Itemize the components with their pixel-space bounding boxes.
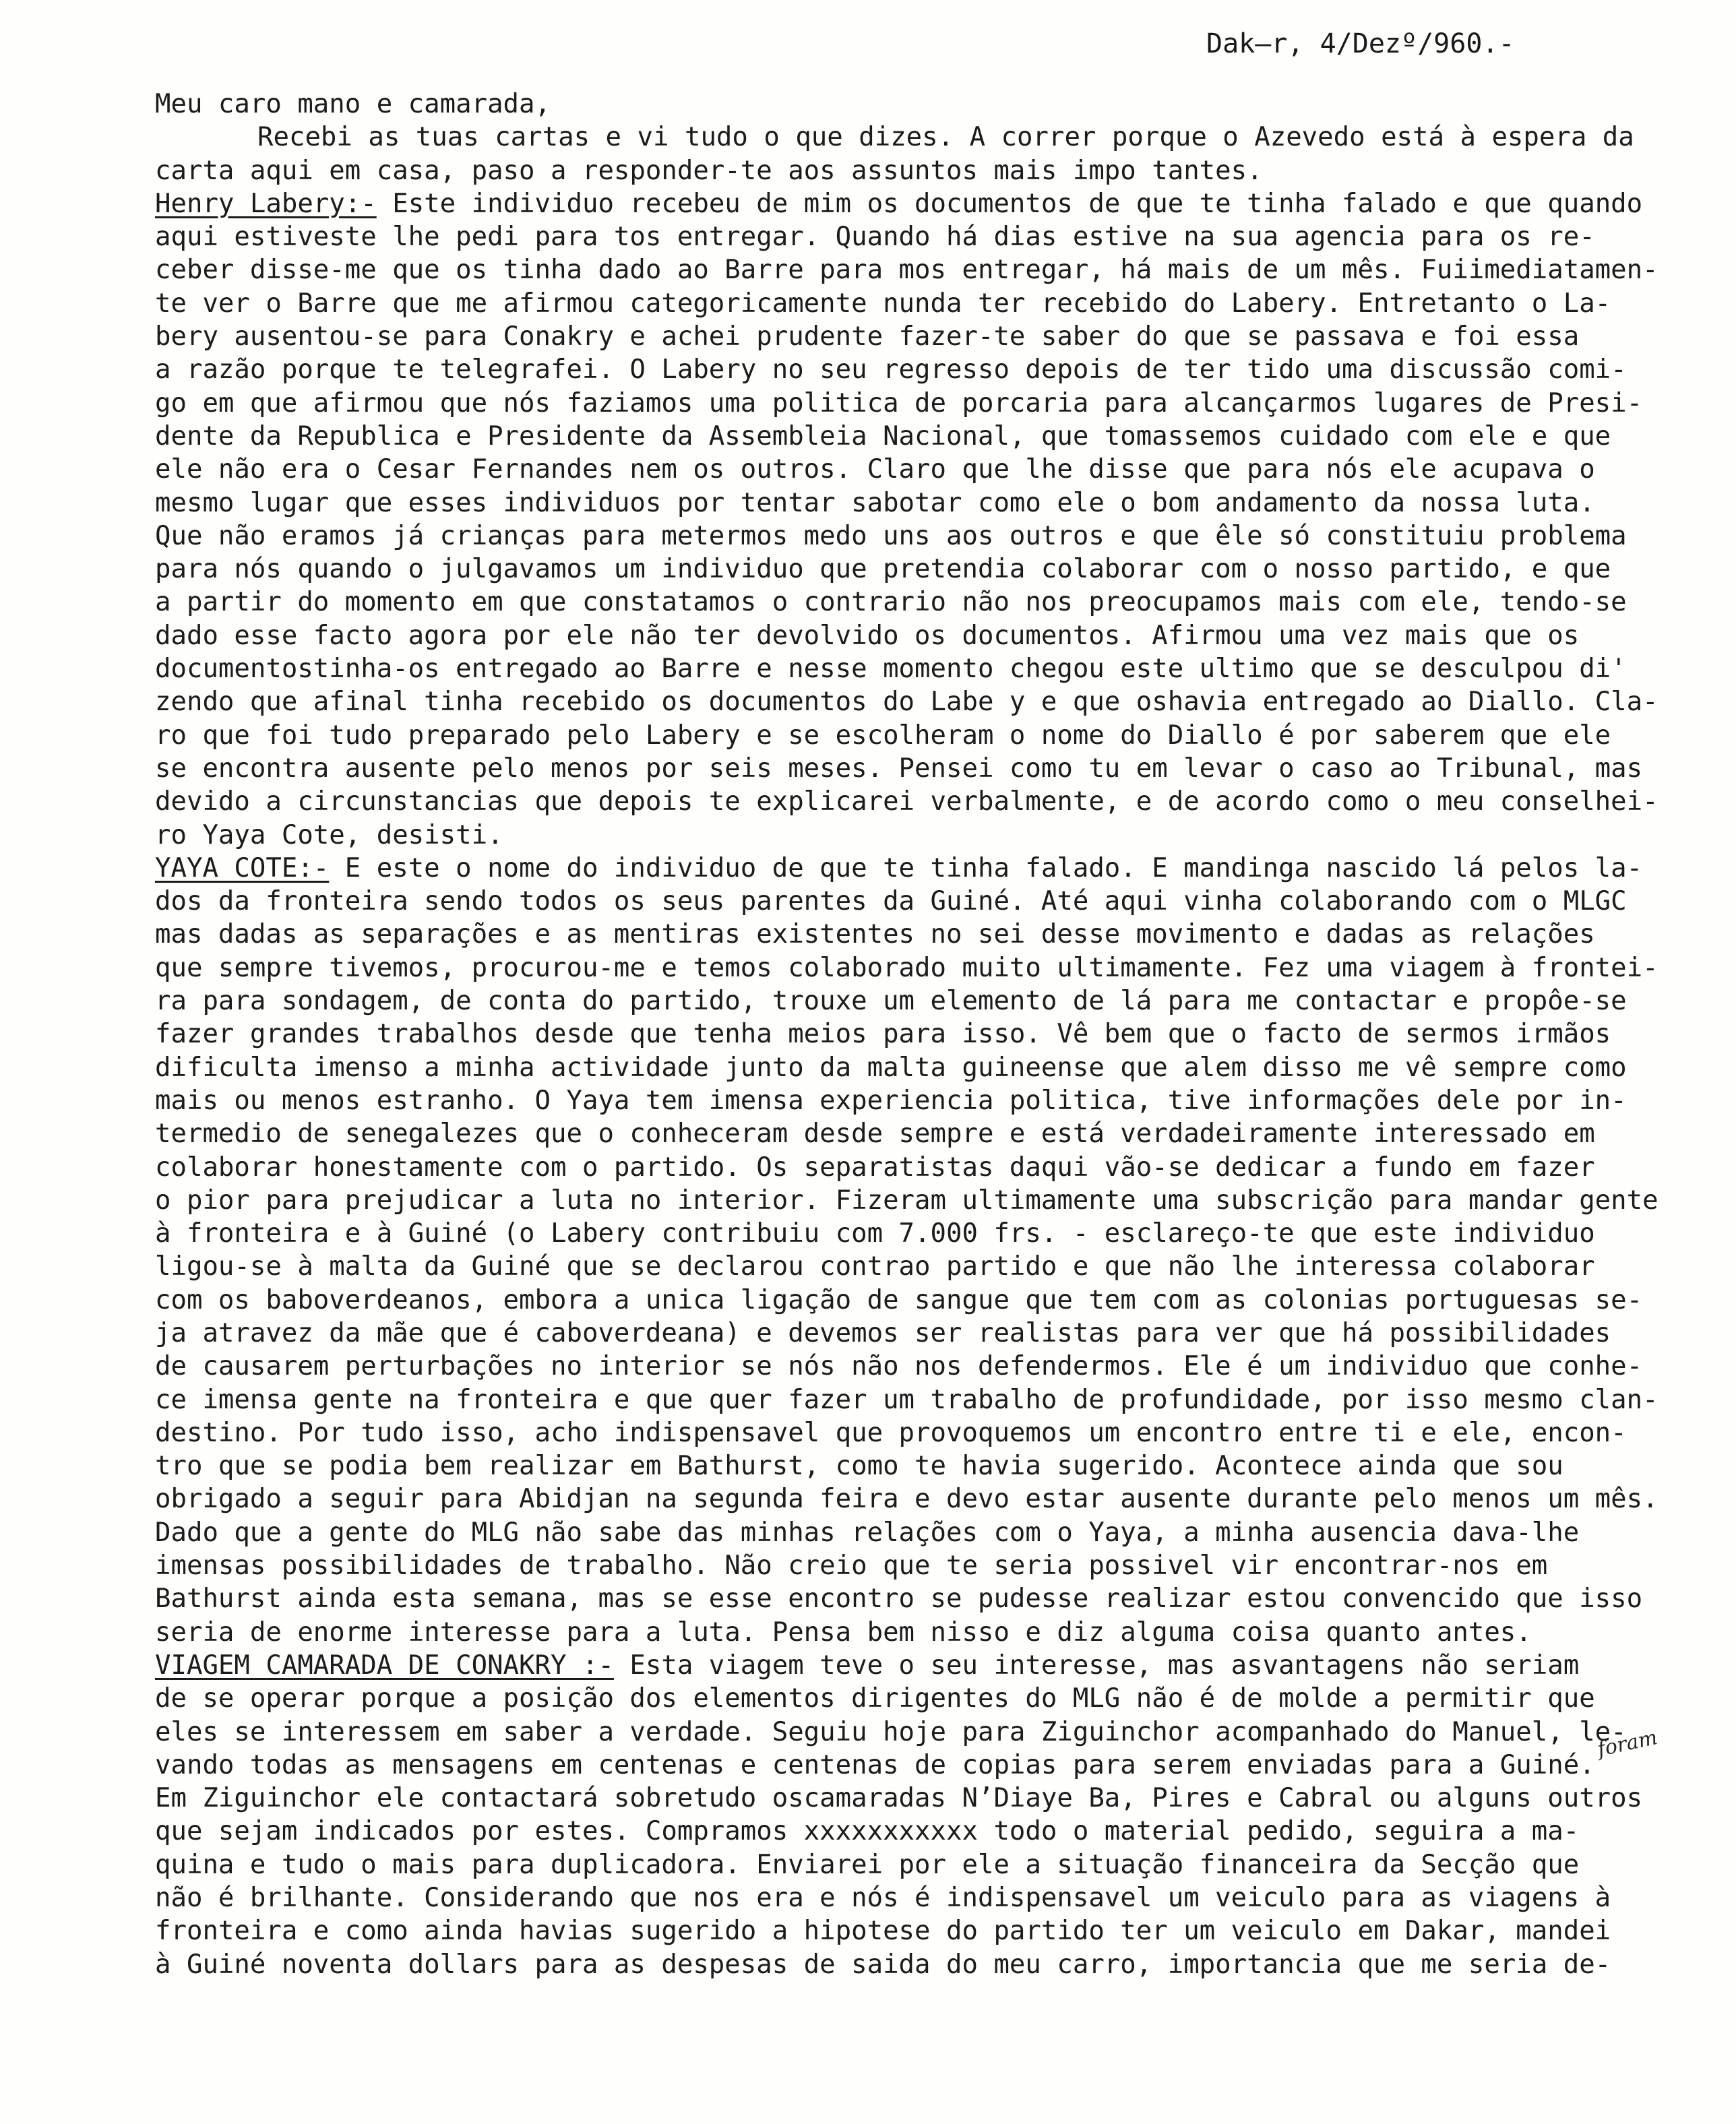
letter-line: dente da Republica e Presidente da Assembleia Nacional, que tomassemos cuidado com ele e que bbox=[155, 420, 1611, 451]
letter-line: quina e tudo o mais para duplicadora. Enviarei por ele a situação financeira da Secção que bbox=[155, 1849, 1580, 1880]
letter-line: ligou-se à malta da Guiné que se declarou contrao partido e que não lhe interessa colaborar bbox=[155, 1251, 1595, 1282]
letter-line: a razão porque te telegrafei. O Labery no seu regresso depois de ter tido uma discussão comi- bbox=[155, 354, 1627, 385]
letter-line: imensas possibilidades de trabalho. Não creio que te seria possivel vir encontrar-nos em bbox=[155, 1551, 1548, 1582]
letter-line: carta aqui em casa, paso a responder-te aos assuntos mais impo tantes. bbox=[155, 155, 1263, 186]
section-heading: Henry Labery:- bbox=[155, 188, 377, 219]
letter-line: se encontra ausente pelo menos por seis meses. Pensei como tu em levar o caso ao Tribunal, mas bbox=[155, 753, 1643, 784]
letter-line: que sempre tivemos, procurou-me e temos colaborado muito ultimamente. Fez uma viagem à frontei- bbox=[155, 952, 1658, 983]
letter-line: go em que afirmou que nós faziamos uma politica de porcaria para alcançarmos lugares de Presi- bbox=[155, 387, 1643, 418]
letter-line: ceber disse-me que os tinha dado ao Barre para mos entregar, há mais de um mês. Fuiimediatamen- bbox=[155, 255, 1658, 286]
letter-line: ja atravez da mãe que é caboverdeana) e devemos ser realistas para ver que há possibilidades bbox=[155, 1317, 1611, 1348]
letter-line: a partir do momento em que constatamos o contrario não nos preocupamos mais com ele, tendo-se bbox=[155, 587, 1627, 618]
letter-line: seria de enorme interesse para a luta. Pensa bem nisso e diz alguma coisa quanto antes. bbox=[155, 1617, 1532, 1648]
letter-line: documentostinha-os entregado ao Barre e nesse momento chegou este ultimo que se desculpou di' bbox=[155, 654, 1627, 685]
letter-line: Que não eramos já crianças para metermos medo uns aos outros e que êle só constituiu problema bbox=[155, 520, 1627, 551]
section-heading: VIAGEM CAMARADA DE CONAKRY :- bbox=[155, 1650, 614, 1681]
letter-line: Dado que a gente do MLG não sabe das minhas relações com o Yaya, a minha ausencia dava-lhe bbox=[155, 1517, 1580, 1548]
letter-line: à Guiné noventa dollars para as despesas de saida do meu carro, importancia que me seria de- bbox=[155, 1949, 1611, 1980]
letter-line: vando todas as mensagens em centenas e centenas de copias para serem enviadas para a Guiné. bbox=[155, 1749, 1595, 1780]
section-heading: YAYA COTE:- bbox=[155, 852, 330, 883]
letter-line: Bathurst ainda esta semana, mas se esse encontro se pudesse realizar estou convencido que isso bbox=[155, 1584, 1643, 1615]
dateline: Dak‒r, 4/Dezº/960.- bbox=[1206, 28, 1515, 59]
letter-line: colaborar honestamente com o partido. Os separatistas daqui vão-se dedicar a fundo em fazer bbox=[155, 1152, 1595, 1183]
letter-line: dificulta imenso a minha actividade junto da malta guineense que alem disso me vê sempre como bbox=[155, 1052, 1627, 1083]
letter-line: VIAGEM CAMARADA DE CONAKRY :- Esta viagem teve o seu interesse, mas asvantagens não seriam bbox=[155, 1650, 1580, 1681]
letter-line: ce imensa gente na fronteira e que quer fazer um trabalho de profundidade, por isso mesmo clan- bbox=[155, 1384, 1658, 1415]
letter-line: Recebi as tuas cartas e vi tudo o que dizes. A correr porque o Azevedo está à espera da bbox=[257, 122, 1634, 153]
letter-line: Henry Labery:- Este individuo recebeu de mim os documentos de que te tinha falado e que quando bbox=[155, 188, 1643, 219]
letter-line: mas dadas as separações e as mentiras existentes no sei desse movimento e dadas as relações bbox=[155, 919, 1595, 950]
letter-line: para nós quando o julgavamos um individuo que pretendia colaborar com o nosso partido, e que bbox=[155, 554, 1611, 585]
letter-line: destino. Por tudo isso, acho indispensavel que provoquemos um encontro entre ti e ele, encon- bbox=[155, 1417, 1627, 1448]
letter-line: mais ou menos estranho. O Yaya tem imensa experiencia politica, tive informações dele por in- bbox=[155, 1085, 1627, 1116]
letter-line: o pior para prejudicar a luta no interior. Fizeram ultimamente uma subscrição para mandar gente bbox=[155, 1185, 1658, 1216]
letter-line: fronteira e como ainda havias sugerido a hipotese do partido ter um veiculo em Dakar, mandei bbox=[155, 1916, 1611, 1947]
letter-line: não é brilhante. Considerando que nos era e nós é indispensavel um veiculo para as viagens à bbox=[155, 1883, 1611, 1914]
letter-line: obrigado a seguir para Abidjan na segunda feira e devo estar ausente durante pelo menos um mês. bbox=[155, 1484, 1658, 1515]
letter-line: bery ausentou-se para Conakry e achei prudente fazer-te saber do que se passava e foi essa bbox=[155, 321, 1580, 352]
letter-line: dado esse facto agora por ele não ter devolvido os documentos. Afirmou uma vez mais que os bbox=[155, 620, 1580, 651]
letter-line: ro que foi tudo preparado pelo Labery e se escolheram o nome do Diallo é por saberem que ele bbox=[155, 720, 1611, 751]
letter-line: Meu caro mano e camarada, bbox=[155, 89, 551, 119]
letter-line: fazer grandes trabalhos desde que tenha meios para isso. Vê bem que o facto de sermos irmãos bbox=[155, 1019, 1611, 1050]
letter-line: à fronteira e à Guiné (o Labery contribuiu com 7.000 frs. - esclareço-te que este individuo bbox=[155, 1218, 1595, 1249]
letter-line: Em Ziguinchor ele contactará sobretudo oscamaradas N’Diaye Ba, Pires e Cabral ou alguns outros bbox=[155, 1783, 1643, 1814]
letter-body bbox=[155, 88, 1692, 1981]
letter-line: mesmo lugar que esses individuos por tentar sabotar como ele o bom andamento da nossa luta. bbox=[155, 487, 1595, 518]
letter-line: que sejam indicados por estes. Compramos xxxxxxxxxxx todo o material pedido, seguira a ma- bbox=[155, 1816, 1580, 1847]
letter-line: de causarem perturbações no interior se nós não nos defendermos. Ele é um individuo que conhe- bbox=[155, 1351, 1643, 1382]
letter-line: dos da fronteira sendo todos os seus parentes da Guiné. Até aqui vinha colaborando com o MLGC bbox=[155, 886, 1627, 917]
letter-line: ra para sondagem, de conta do partido, trouxe um elemento de lá para me contactar e propôe-se bbox=[155, 986, 1627, 1017]
letter-line: YAYA COTE:- E este o nome do individuo de que te tinha falado. E mandinga nascido lá pelos la- bbox=[155, 852, 1643, 883]
handwritten-insert: foram bbox=[1595, 1726, 1660, 1761]
letter-line: devido a circunstancias que depois te explicarei verbalmente, e de acordo como o meu conselhei- bbox=[155, 786, 1658, 817]
letter-line: com os baboverdeanos, embora a unica ligação de sangue que tem com as colonias portuguesas se- bbox=[155, 1284, 1643, 1315]
letter-line: te ver o Barre que me afirmou categoricamente nunda ter recebido do Labery. Entretanto o La- bbox=[155, 288, 1611, 319]
letter-line: ro Yaya Cote, desisti. bbox=[155, 819, 503, 850]
letter-line: termedio de senegalezes que o conheceram desde sempre e está verdadeiramente interessado em bbox=[155, 1119, 1595, 1150]
letter-line: ele não era o Cesar Fernandes nem os outros. Claro que lhe disse que para nós ele acupava o bbox=[155, 454, 1595, 485]
letter-line: de se operar porque a posição dos elementos dirigentes do MLG não é de molde a permitir que bbox=[155, 1683, 1595, 1714]
letter-line: eles se interessem em saber a verdade. Seguiu hoje para Ziguinchor acompanhado do Manuel, le- bbox=[155, 1716, 1627, 1747]
letter-line: zendo que afinal tinha recebido os documentos do Labe y e que oshavia entregado ao Diallo. Cla- bbox=[155, 687, 1658, 718]
letter-line: aqui estiveste lhe pedi para tos entregar. Quando há dias estive na sua agencia para os re- bbox=[155, 222, 1595, 253]
letter-line: tro que se podia bem realizar em Bathurst, como te havia sugerido. Acontece ainda que sou bbox=[155, 1451, 1563, 1482]
